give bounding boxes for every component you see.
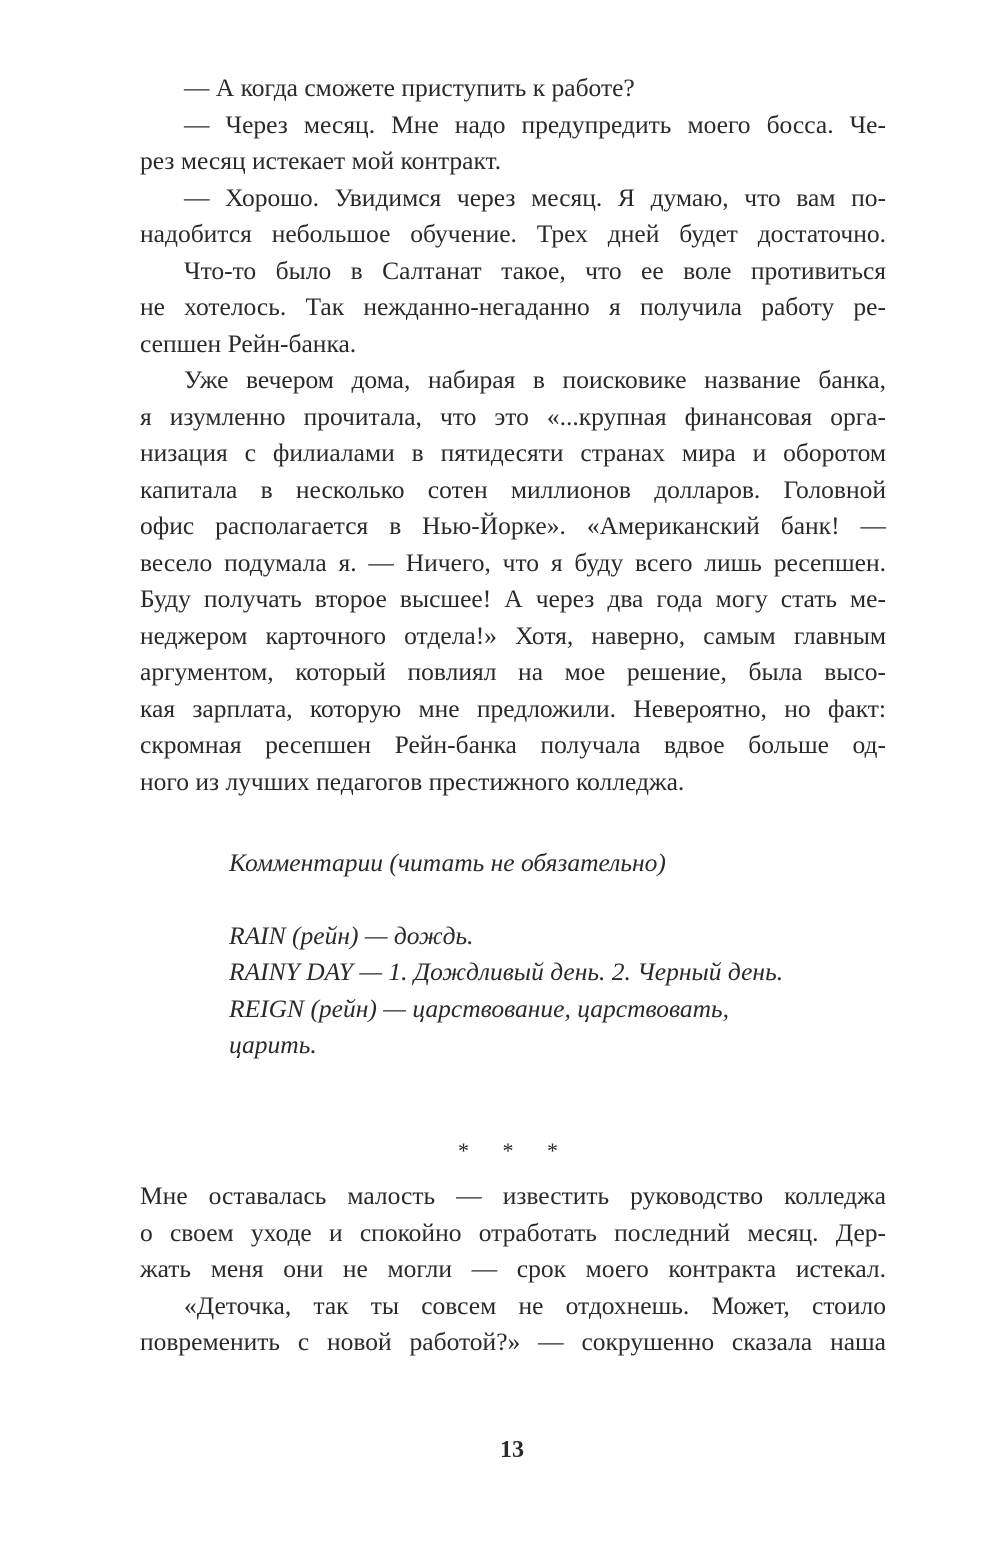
- comments-heading: Комментарии (читать не обязательно): [229, 848, 666, 877]
- text-line: офис располагается в Нью-Йорке». «Американский банк! —: [140, 511, 886, 540]
- text-line: о своем уходе и спокойно отработать последний месяц. Дер-: [140, 1217, 886, 1247]
- text-line: аргументом, который повлиял на мое решение, была высо-: [140, 657, 886, 686]
- section-separator: * * *: [458, 1138, 572, 1163]
- text-line: «Деточка, так ты совсем не отдохнешь. Может, стоило: [184, 1290, 886, 1320]
- comment-entry-rain: RAIN (рейн) — дождь.: [229, 920, 474, 950]
- comments-spacer: [229, 882, 849, 918]
- text-line: весело подумала я. — Ничего, что я буду всего лишь ресепшен.: [140, 547, 886, 577]
- text-line: низация с филиалами в пятидесяти странах мира и оборотом: [140, 438, 886, 467]
- comment-entry-reign: REIGN (рейн) — царствование, царствовать,: [229, 993, 730, 1023]
- text-line: — А когда сможете приступить к работе?: [184, 73, 635, 102]
- text-line: капитала в несколько сотен миллионов долларов. Головной: [140, 474, 886, 504]
- comment-entry-reign-cont: царить.: [229, 1030, 317, 1059]
- text-line: Уже вечером дома, набирая в поисковике название банка,: [184, 365, 886, 394]
- text-line: скромная ресепшен Рейн-банка получала вдвое больше од-: [140, 730, 886, 759]
- text-line: надобится небольшое обучение. Трех дней будет достаточно.: [140, 219, 886, 248]
- text-line: сепшен Рейн-банка.: [140, 328, 357, 358]
- text-line: не хотелось. Так нежданно-негаданно я получила работу ре-: [140, 292, 886, 321]
- text-line: неджером карточного отдела!» Хотя, наверно, самым главным: [140, 620, 886, 650]
- text-line: Что-то было в Салтанат такое, что ее воле противиться: [184, 255, 886, 285]
- text-line: я изумленно прочитала, что это «...крупная финансовая орга-: [140, 401, 886, 431]
- text-line: Буду получать второе высшее! А через два года могу стать ме-: [140, 584, 886, 613]
- comments-block: [229, 845, 849, 1064]
- text-line: Мне оставалась малость — известить руководство колледжа: [140, 1181, 886, 1210]
- page-number: 13: [500, 1437, 524, 1463]
- comment-entry-rainy-day: RAINY DAY — 1. Дождливый день. 2. Черный день.: [229, 957, 784, 986]
- text-line: кая зарплата, которую мне предложили. Невероятно, но факт:: [140, 693, 886, 723]
- text-line: — Через месяц. Мне надо предупредить моего босса. Че-: [184, 109, 886, 139]
- body-text-top: [140, 70, 886, 800]
- text-line: повременить с новой работой?» — сокрушенно сказала наша: [140, 1327, 886, 1356]
- body-text-bottom: [140, 1178, 886, 1361]
- text-line: рез месяц истекает мой контракт.: [140, 146, 502, 175]
- text-line: ного из лучших педагогов престижного колледжа.: [140, 766, 685, 796]
- text-line: жать меня они не могли — срок моего контракта истекал.: [140, 1254, 886, 1283]
- text-line: — Хорошо. Увидимся через месяц. Я думаю, что вам по-: [184, 182, 886, 212]
